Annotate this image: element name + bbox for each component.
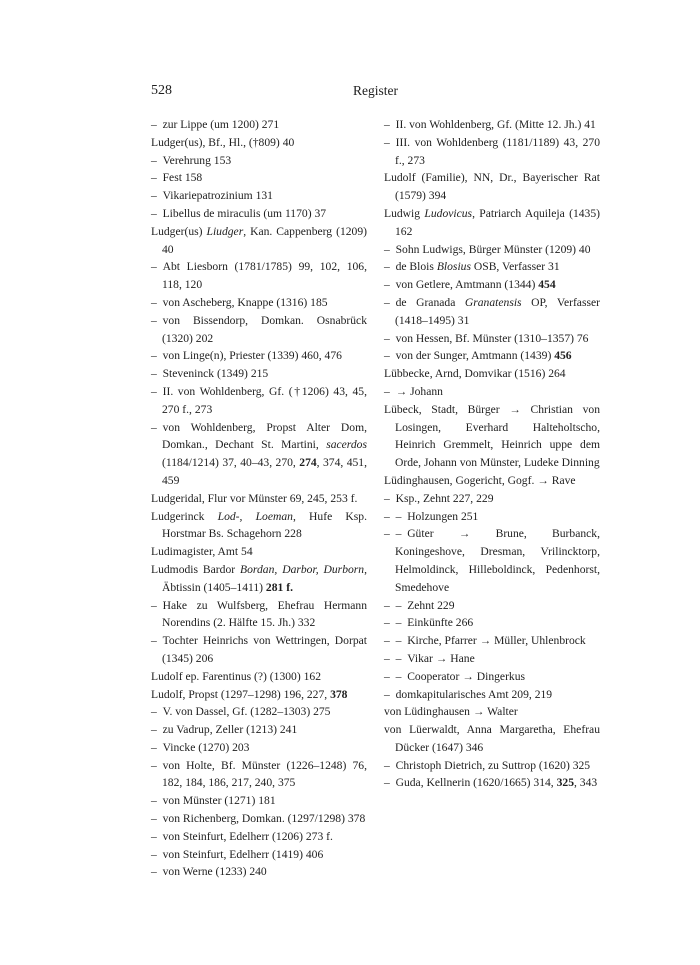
index-entry: von Lüdinghausen → Walter	[384, 705, 518, 719]
index-entry: – Fest 158	[151, 171, 203, 185]
index-entry: Ludger(us) Liudger, Kan. Cappenberg (1209) 40	[151, 224, 367, 256]
index-entry: – Steveninck (1349) 215	[151, 367, 269, 381]
index-entry: – – Cooperator → Dingerkus	[384, 669, 526, 683]
index-entry: – – Einkünfte 266	[384, 616, 474, 630]
index-entry: Lübbecke, Arnd, Domvikar (1516) 264	[384, 367, 566, 381]
page-header	[151, 83, 600, 103]
index-entry: Ludgeridal, Flur vor Münster 69, 245, 253 f.	[151, 491, 358, 505]
index-entry: – von Linge(n), Priester (1339) 460, 476	[151, 349, 342, 363]
index-entry: – von Bissendorp, Domkan. Osnabrück (1320) 202	[151, 313, 367, 345]
index-entry: – – Vikar → Hane	[384, 651, 475, 665]
index-entry: von Lüerwaldt, Anna Margaretha, Ehefrau Dücker (1647) 346	[384, 723, 600, 754]
index-entry: – von Münster (1271) 181	[151, 794, 276, 808]
index-entry: – zur Lippe (um 1200) 271	[151, 118, 280, 131]
index-entry: – – Kirche, Pfarrer → Müller, Uhlenbrock	[384, 634, 586, 648]
running-head: Register	[353, 83, 398, 98]
index-entry: – III. von Wohldenberg (1181/1189) 43, 270 f., 273	[384, 135, 600, 167]
index-entry: – von Werne (1233) 240	[151, 865, 267, 879]
index-entry: – de Granada Granatensis OP, Verfasser (1418–1495) 31	[384, 295, 600, 327]
index-entry: – domkapitularisches Amt 209, 219	[384, 687, 553, 701]
index-entry: – von Hessen, Bf. Münster (1310–1357) 76	[384, 331, 589, 345]
index-entry: Ludgerinck Lod-, Loeman, Hufe Ksp. Horstmar Bs. Schagehorn 228	[151, 509, 367, 541]
index-entry: – – Güter → Brune, Burbanck, Koningeshove, Dresman, Vrilincktorp, Helmoldinck, Hilleboldinck, Pedenhorst, Smedehove	[384, 527, 600, 594]
index-entry: – II. von Wohldenberg, Gf. (†1206) 43, 45, 270 f., 273	[151, 384, 367, 416]
index-entry: – Vincke (1270) 203	[151, 740, 250, 754]
index-entry: Ludger(us), Bf., Hl., (†809) 40	[151, 135, 295, 149]
index-entry: Ludolf, Propst (1297–1298) 196, 227, 378	[151, 687, 348, 701]
index-entry: Lübeck, Stadt, Bürger → Christian von Losingen, Everhard Halteholtscho, Heinrich Gremmelt, Heinrich uppe dem Orde, Johann von Münster, Ludeke Dinning	[384, 402, 600, 470]
index-entry: – – Zehnt 229	[384, 598, 455, 612]
index-entry: – Libellus de miraculis (um 1170) 37	[151, 206, 327, 220]
index-entry: Ludmodis Bardor Bordan, Darbor, Durborn, Äbtissin (1405–1411) 281 f.	[151, 562, 368, 594]
index-entry: – von Getlere, Amtmann (1344) 454	[384, 278, 556, 292]
index-entry: – zu Vadrup, Zeller (1213) 241	[151, 723, 298, 737]
index-entry: – de Blois Blosius OSB, Verfasser 31	[384, 260, 560, 274]
index-entry: Lüdinghausen, Gogericht, Gogf. → Rave	[384, 473, 576, 487]
page-number: 528	[151, 83, 172, 98]
index-entry: Ludimagister, Amt 54	[151, 545, 253, 559]
index-entry: – Verehrung 153	[151, 153, 232, 167]
index-entry: – II. von Wohldenberg, Gf. (Mitte 12. Jh.) 41	[384, 118, 596, 131]
index-entry: – Tochter Heinrichs von Wettringen, Dorpat (1345) 206	[151, 634, 367, 665]
index-column-left	[151, 116, 367, 881]
index-entry: – → Johann	[384, 384, 443, 398]
index-entry: – von Ascheberg, Knappe (1316) 185	[151, 295, 328, 309]
index-entry: – Hake zu Wulfsberg, Ehefrau Hermann Norendins (2. Hälfte 15. Jh.) 332	[151, 598, 367, 630]
index-entry: – Abt Liesborn (1781/1785) 99, 102, 106, 118, 120	[151, 260, 367, 292]
index-entry: – Vikariepatrozinium 131	[151, 189, 273, 203]
index-entry: – von der Sunger, Amtmann (1439) 456	[384, 349, 572, 363]
index-entry: – Ksp., Zehnt 227, 229	[384, 491, 494, 505]
index-entry: – von Holte, Bf. Münster (1226–1248) 76, 182, 184, 186, 217, 240, 375	[151, 758, 367, 790]
index-entry: – Guda, Kellnerin (1620/1665) 314, 325, 343	[384, 776, 598, 790]
index-column-right	[384, 116, 600, 792]
index-entry: – von Wohldenberg, Propst Alter Dom, Domkan., Dechant St. Martini, sacerdos (1184/1214) 37, 40–43, 270, 274, 374, 451, 459	[151, 420, 367, 487]
index-entry: – von Steinfurt, Edelherr (1206) 273 f.	[151, 829, 333, 843]
index-entry: – Christoph Dietrich, zu Suttrop (1620) 325	[384, 758, 591, 772]
index-entry: – von Richenberg, Domkan. (1297/1298) 378	[151, 812, 366, 826]
index-entry: Ludolf ep. Farentinus (?) (1300) 162	[151, 669, 322, 683]
index-entry: Ludwig Ludovicus, Patriarch Aquileja (1435) 162	[384, 206, 600, 238]
index-entry: Ludolf (Familie), NN, Dr., Bayerischer Rat (1579) 394	[384, 171, 600, 203]
index-entry: – von Steinfurt, Edelherr (1419) 406	[151, 847, 324, 861]
index-entry: – – Holzungen 251	[384, 509, 479, 523]
index-entry: – V. von Dassel, Gf. (1282–1303) 275	[151, 705, 331, 719]
index-entry: – Sohn Ludwigs, Bürger Münster (1209) 40	[384, 242, 591, 256]
